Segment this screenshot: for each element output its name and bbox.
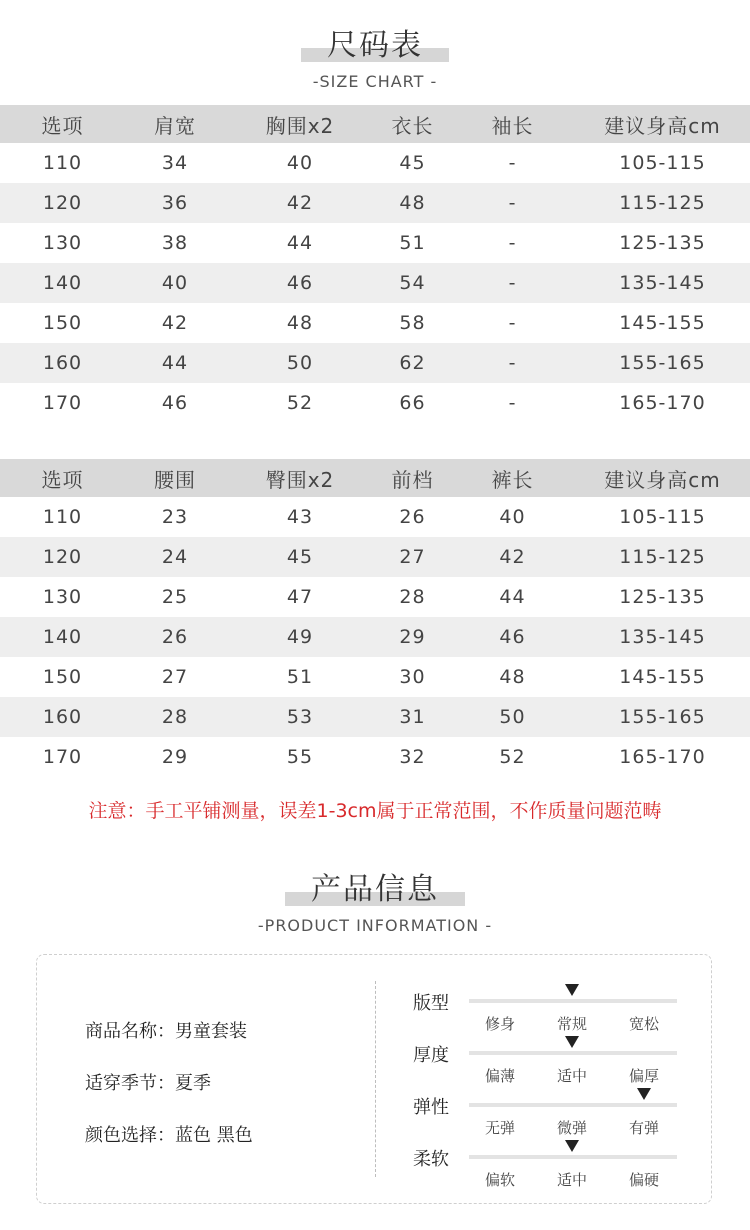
table-cell: 42 bbox=[225, 183, 375, 223]
table-cell: 23 bbox=[161, 506, 189, 528]
scale-option: 偏厚 bbox=[628, 1067, 659, 1085]
scale-option: 宽松 bbox=[628, 1015, 659, 1033]
table-cell: 46 bbox=[450, 617, 575, 657]
table-cell: 31 bbox=[375, 697, 450, 737]
top-size-table bbox=[0, 105, 750, 423]
table-cell: 50 bbox=[225, 343, 375, 383]
scale-label: 厚度 bbox=[413, 1045, 449, 1066]
attribute-scale bbox=[413, 1135, 683, 1187]
table-cell: 160 bbox=[0, 697, 125, 737]
header-cell: 建议身高cm bbox=[575, 459, 750, 497]
header-cell: 胸围x2 bbox=[225, 105, 375, 143]
table-cell: 165-170 bbox=[619, 392, 706, 414]
table-cell: 27 bbox=[161, 666, 189, 688]
product-info-subtitle: -PRODUCT INFORMATION - bbox=[257, 916, 493, 935]
table-cell: 120 bbox=[0, 183, 125, 223]
scale-option: 适中 bbox=[556, 1171, 587, 1189]
scale-option: 无弹 bbox=[484, 1119, 515, 1137]
header-cell: 袖长 bbox=[450, 105, 575, 143]
table-cell: 48 bbox=[499, 666, 526, 688]
table-row bbox=[0, 343, 750, 383]
table-cell: 165-170 bbox=[619, 746, 706, 768]
table-cell: - bbox=[450, 183, 575, 223]
scale-label: 版型 bbox=[413, 993, 449, 1014]
table-cell: 42 bbox=[161, 312, 189, 334]
scale-track bbox=[469, 999, 677, 1003]
scale-option: 适中 bbox=[556, 1067, 587, 1085]
table-cell: 51 bbox=[286, 666, 314, 688]
table-cell: 26 bbox=[399, 506, 426, 528]
table-cell: 27 bbox=[375, 537, 450, 577]
scale-option: 微弹 bbox=[556, 1119, 587, 1137]
table-cell: 55 bbox=[286, 746, 314, 768]
table-cell: 130 bbox=[42, 232, 83, 254]
scale-option: 常规 bbox=[556, 1015, 587, 1033]
table-cell: - bbox=[508, 392, 517, 414]
header-cell: 腰围 bbox=[125, 459, 225, 497]
table-cell: 51 bbox=[399, 232, 426, 254]
header-cell: 建议身高cm bbox=[575, 105, 750, 143]
table-cell: 46 bbox=[161, 392, 189, 414]
table-cell: 52 bbox=[499, 746, 526, 768]
table-row bbox=[0, 143, 750, 183]
scale-track bbox=[469, 1155, 677, 1159]
table-cell: 28 bbox=[399, 586, 426, 608]
table-cell: - bbox=[508, 312, 517, 334]
scale-label: 柔软 bbox=[413, 1149, 449, 1170]
bottom-size-table bbox=[0, 459, 750, 777]
table-cell: 170 bbox=[42, 746, 83, 768]
table-cell: 115-125 bbox=[575, 537, 750, 577]
size-chart-heading bbox=[0, 20, 750, 91]
triangle-down-icon bbox=[565, 984, 579, 996]
table-cell: 130 bbox=[42, 586, 83, 608]
table-cell: 36 bbox=[125, 183, 225, 223]
table-header-row bbox=[0, 105, 750, 143]
table-cell: 140 bbox=[0, 263, 125, 303]
dashed-divider bbox=[375, 981, 376, 1177]
table-cell: 105-115 bbox=[619, 152, 706, 174]
table-row bbox=[0, 657, 750, 697]
table-cell: 155-165 bbox=[575, 697, 750, 737]
table-row bbox=[0, 497, 750, 537]
table-row bbox=[0, 223, 750, 263]
size-chart-title: 尺码表 bbox=[327, 28, 423, 63]
scale-option: 偏薄 bbox=[484, 1067, 515, 1085]
table-cell: 50 bbox=[450, 697, 575, 737]
table-cell: 34 bbox=[161, 152, 189, 174]
table-cell: 40 bbox=[499, 506, 526, 528]
table-cell: 170 bbox=[42, 392, 83, 414]
table-cell: 135-145 bbox=[575, 263, 750, 303]
table-cell: 120 bbox=[0, 537, 125, 577]
table-cell: 45 bbox=[225, 537, 375, 577]
table-cell: 47 bbox=[286, 586, 314, 608]
table-cell: 30 bbox=[399, 666, 426, 688]
table-cell: 150 bbox=[42, 666, 83, 688]
table-cell: 42 bbox=[450, 537, 575, 577]
table-cell: 150 bbox=[42, 312, 83, 334]
triangle-down-icon bbox=[565, 1036, 579, 1048]
table-cell: 40 bbox=[286, 152, 314, 174]
product-season: 适穿季节：夏季 bbox=[85, 1073, 211, 1094]
table-cell: 24 bbox=[125, 537, 225, 577]
scale-option: 偏软 bbox=[484, 1171, 515, 1189]
attribute-scale bbox=[413, 979, 683, 1031]
header-cell: 裤长 bbox=[450, 459, 575, 497]
attribute-scale bbox=[413, 1083, 683, 1135]
table-row bbox=[0, 537, 750, 577]
scale-option: 修身 bbox=[484, 1015, 515, 1033]
table-cell: 105-115 bbox=[619, 506, 706, 528]
table-row bbox=[0, 303, 750, 343]
product-info-heading bbox=[0, 864, 750, 935]
table-cell: 140 bbox=[0, 617, 125, 657]
table-cell: 135-145 bbox=[575, 617, 750, 657]
table-cell: 29 bbox=[375, 617, 450, 657]
table-cell: 45 bbox=[399, 152, 426, 174]
header-cell: 前档 bbox=[375, 459, 450, 497]
table-cell: 48 bbox=[375, 183, 450, 223]
table-row bbox=[0, 617, 750, 657]
header-cell: 选项 bbox=[0, 459, 125, 497]
table-header-row bbox=[0, 459, 750, 497]
table-cell: 125-135 bbox=[619, 586, 706, 608]
measurement-notice: 注意：手工平铺测量，误差1-3cm属于正常范围，不作质量问题范畴 bbox=[88, 800, 662, 822]
table-cell: 44 bbox=[286, 232, 314, 254]
table-row bbox=[0, 383, 750, 423]
table-cell: 160 bbox=[0, 343, 125, 383]
table-cell: 48 bbox=[286, 312, 314, 334]
product-colors: 颜色选择：蓝色 黑色 bbox=[85, 1125, 253, 1146]
table-row bbox=[0, 183, 750, 223]
header-cell: 衣长 bbox=[375, 105, 450, 143]
header-cell: 臀围x2 bbox=[225, 459, 375, 497]
table-cell: 145-155 bbox=[619, 666, 706, 688]
table-row bbox=[0, 577, 750, 617]
table-cell: 44 bbox=[499, 586, 526, 608]
size-chart-subtitle: -SIZE CHART - bbox=[312, 72, 438, 91]
table-cell: 25 bbox=[161, 586, 189, 608]
table-cell: 26 bbox=[125, 617, 225, 657]
table-cell: - bbox=[450, 263, 575, 303]
table-cell: 52 bbox=[286, 392, 314, 414]
table-cell: 53 bbox=[225, 697, 375, 737]
table-cell: 40 bbox=[125, 263, 225, 303]
table-cell: 66 bbox=[399, 392, 426, 414]
table-cell: 145-155 bbox=[619, 312, 706, 334]
table-cell: 110 bbox=[42, 152, 83, 174]
table-cell: 38 bbox=[161, 232, 189, 254]
table-cell: 49 bbox=[225, 617, 375, 657]
table-cell: 29 bbox=[161, 746, 189, 768]
table-cell: 110 bbox=[42, 506, 83, 528]
product-name: 商品名称：男童套装 bbox=[85, 1021, 247, 1042]
scale-track bbox=[469, 1103, 677, 1107]
product-info-title: 产品信息 bbox=[311, 872, 439, 907]
table-cell: 46 bbox=[225, 263, 375, 303]
table-cell: - bbox=[508, 152, 517, 174]
table-cell: 44 bbox=[125, 343, 225, 383]
table-cell: 43 bbox=[286, 506, 314, 528]
scale-option: 有弹 bbox=[628, 1119, 659, 1137]
table-row bbox=[0, 737, 750, 777]
table-cell: - bbox=[508, 232, 517, 254]
triangle-down-icon bbox=[565, 1140, 579, 1152]
product-details bbox=[85, 1017, 253, 1173]
table-cell: 54 bbox=[375, 263, 450, 303]
product-info-box bbox=[36, 954, 712, 1204]
table-cell: 125-135 bbox=[619, 232, 706, 254]
table-cell: 58 bbox=[399, 312, 426, 334]
table-cell: - bbox=[450, 343, 575, 383]
table-cell: 28 bbox=[125, 697, 225, 737]
scale-track bbox=[469, 1051, 677, 1055]
header-cell: 肩宽 bbox=[125, 105, 225, 143]
scale-option: 偏硬 bbox=[628, 1171, 659, 1189]
table-cell: 155-165 bbox=[575, 343, 750, 383]
table-cell: 32 bbox=[399, 746, 426, 768]
attribute-scale bbox=[413, 1031, 683, 1083]
triangle-down-icon bbox=[637, 1088, 651, 1100]
header-cell: 选项 bbox=[0, 105, 125, 143]
scale-label: 弹性 bbox=[413, 1097, 449, 1118]
table-cell: 62 bbox=[375, 343, 450, 383]
table-row bbox=[0, 697, 750, 737]
table-cell: 115-125 bbox=[575, 183, 750, 223]
table-row bbox=[0, 263, 750, 303]
